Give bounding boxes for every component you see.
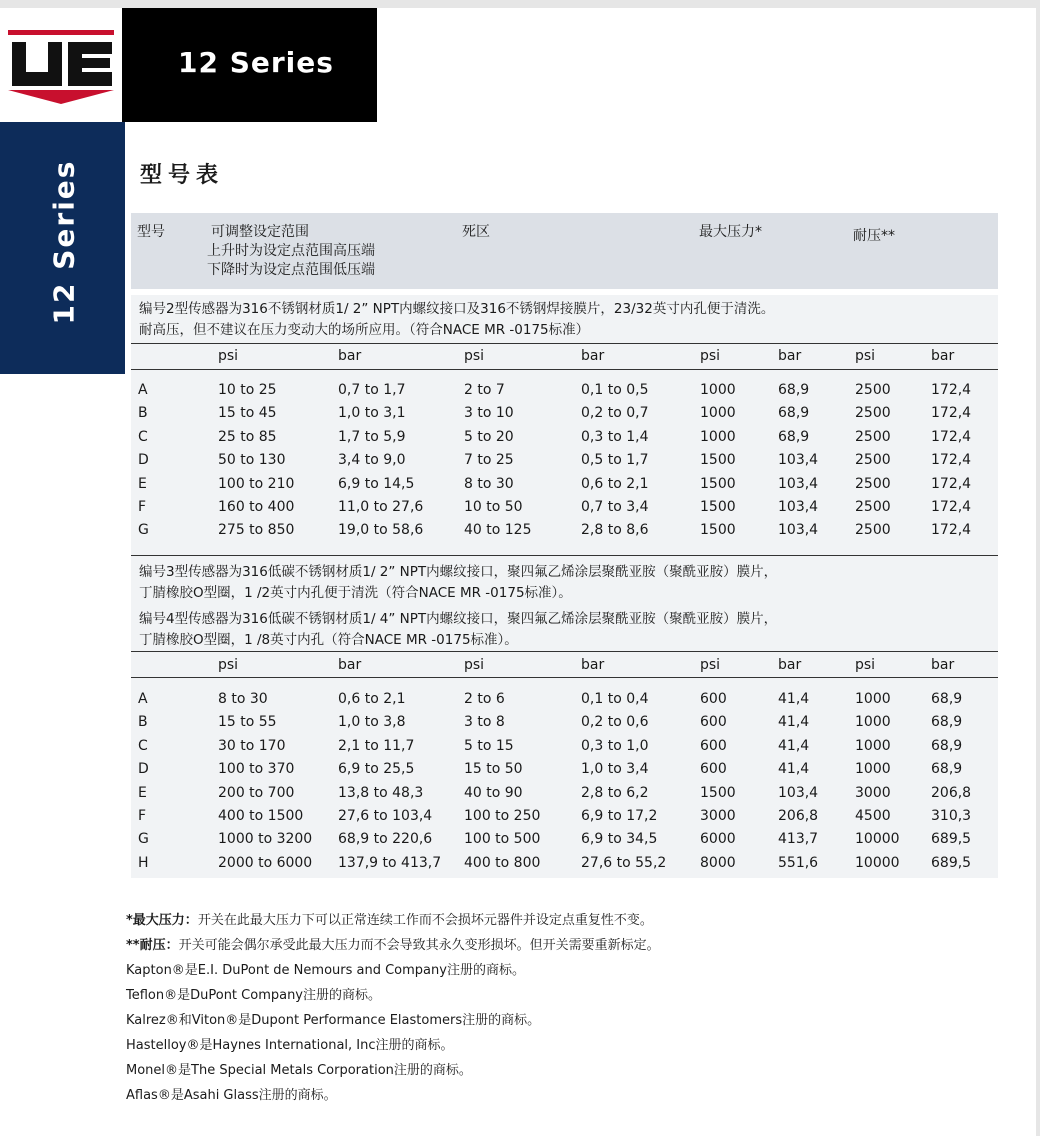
table-cell: 4500 <box>855 808 891 824</box>
table-cell: 172,4 <box>931 452 972 469</box>
table-cell: 3 to 8 <box>464 714 505 731</box>
series-title: 12 Series <box>178 46 334 79</box>
table-cell: 100 to 250 <box>464 808 541 824</box>
table-cell: 2500 <box>855 452 891 469</box>
table-cell: 40 to 125 <box>464 522 532 539</box>
table-cell: 13,8 to 48,3 <box>338 784 424 801</box>
group2-desc-line: 编号3型传感器为316低碳不锈钢材质1/ 2” NPT内螺纹接口，聚四氟乙烯涂层聚酰亚胺（聚酰亚胺）膜片， <box>139 564 778 580</box>
model-code: A <box>138 691 148 707</box>
model-code: F <box>138 499 147 515</box>
table-cell: 2500 <box>855 405 891 422</box>
divider <box>131 677 998 678</box>
table-cell: 2,8 to 8,6 <box>581 522 649 539</box>
model-code: C <box>138 737 148 754</box>
table-cell: 5 to 15 <box>464 737 514 754</box>
sidebar-tab <box>0 122 125 374</box>
table-cell: 8000 <box>700 854 736 871</box>
table-group-type3-4 <box>131 556 998 878</box>
table-cell: 7 to 25 <box>464 452 514 469</box>
table-cell: 2000 to 6000 <box>218 854 313 871</box>
table-cell: 1,0 to 3,4 <box>581 761 649 778</box>
table-cell: 27,6 to 103,4 <box>338 808 433 824</box>
table-cell: 6,9 to 14,5 <box>338 475 415 492</box>
table-cell: 1000 <box>855 691 891 707</box>
table-cell: 6,9 to 17,2 <box>581 808 658 824</box>
model-code: A <box>138 382 148 398</box>
table-cell: 68,9 <box>931 761 963 778</box>
table-cell: 100 to 210 <box>218 475 295 492</box>
header-deadband: 死区 <box>462 224 490 240</box>
table-cell: 206,8 <box>778 808 819 824</box>
table-cell: 68,9 <box>778 382 810 398</box>
table-cell: 1000 <box>855 714 891 731</box>
table-cell: 41,4 <box>778 691 810 707</box>
table-cell: 275 to 850 <box>218 522 295 539</box>
table-cell: 600 <box>700 714 727 731</box>
header-model: 型号 <box>137 224 165 240</box>
table-cell: 2 to 7 <box>464 382 505 398</box>
table-cell: 1000 <box>855 761 891 778</box>
footnote-max-text: 开关在此最大压力下可以正常连续工作而不会损坏元器件并设定点重复性不变。 <box>197 913 653 928</box>
trademark-note: Teflon®是DuPont Company注册的商标。 <box>126 988 382 1003</box>
table-cell: 6,9 to 34,5 <box>581 831 658 848</box>
table-cell: 40 to 90 <box>464 784 523 801</box>
unit-label: bar <box>778 348 802 364</box>
trademark-note: Kalrez®和Viton®是Dupont Performance Elastomers注册的商标。 <box>126 1013 541 1028</box>
table-cell: 30 to 170 <box>218 737 286 754</box>
table-cell: 3,4 to 9,0 <box>338 452 406 469</box>
table-cell: 10 to 50 <box>464 499 523 515</box>
group2-desc-line: 编号4型传感器为316低碳不锈钢材质1/ 4” NPT内螺纹接口，聚四氟乙烯涂层聚酰亚胺（聚酰亚胺）膜片， <box>139 611 778 627</box>
model-code: H <box>138 854 149 871</box>
table-cell: 10 to 25 <box>218 382 277 398</box>
table-cell: 0,7 to 3,4 <box>581 499 649 515</box>
table-cell: 11,0 to 27,6 <box>338 499 424 515</box>
table-cell: 0,3 to 1,4 <box>581 428 649 445</box>
footnote-max-label: *最大压力： <box>126 913 198 928</box>
table-cell: 1000 to 3200 <box>218 831 313 848</box>
table-cell: 3000 <box>700 808 736 824</box>
table-cell: 551,6 <box>778 854 819 871</box>
table-cell: 1500 <box>700 452 736 469</box>
table-cell: 25 to 85 <box>218 428 277 445</box>
table-cell: 1500 <box>700 475 736 492</box>
model-code: G <box>138 831 149 848</box>
table-cell: 137,9 to 413,7 <box>338 854 442 871</box>
table-cell: 160 to 400 <box>218 499 295 515</box>
table-cell: 2500 <box>855 382 891 398</box>
table-cell: 1500 <box>700 499 736 515</box>
table-cell: 19,0 to 58,6 <box>338 522 424 539</box>
table-cell: 8 to 30 <box>218 691 268 707</box>
table-cell: 0,7 to 1,7 <box>338 382 406 398</box>
table-cell: 172,4 <box>931 428 972 445</box>
model-code: D <box>138 452 149 469</box>
table-cell: 200 to 700 <box>218 784 295 801</box>
table-cell: 8 to 30 <box>464 475 514 492</box>
table-cell: 2500 <box>855 475 891 492</box>
unit-label: psi <box>218 657 239 673</box>
unit-label: bar <box>931 348 955 364</box>
table-cell: 689,5 <box>931 854 972 871</box>
table-cell: 172,4 <box>931 499 972 515</box>
model-code: D <box>138 761 149 778</box>
table-cell: 103,4 <box>778 452 819 469</box>
table-cell: 50 to 130 <box>218 452 286 469</box>
model-code: F <box>138 808 147 824</box>
model-code: E <box>138 784 147 801</box>
ue-logo-icon <box>6 28 116 106</box>
table-cell: 1,0 to 3,8 <box>338 714 406 731</box>
table-cell: 103,4 <box>778 475 819 492</box>
table-cell: 206,8 <box>931 784 972 801</box>
table-cell: 2,8 to 6,2 <box>581 784 649 801</box>
datasheet-page <box>0 8 1036 1136</box>
divider <box>131 343 998 344</box>
table-cell: 41,4 <box>778 737 810 754</box>
model-code: B <box>138 714 148 731</box>
table-cell: 172,4 <box>931 405 972 422</box>
table-cell: 68,9 <box>778 428 810 445</box>
unit-label: psi <box>700 348 721 364</box>
table-cell: 400 to 1500 <box>218 808 304 824</box>
table-cell: 68,9 <box>931 737 963 754</box>
table-cell: 310,3 <box>931 808 972 824</box>
table-cell: 68,9 <box>931 714 963 731</box>
unit-label: bar <box>581 348 605 364</box>
table-cell: 103,4 <box>778 522 819 539</box>
divider <box>131 369 998 370</box>
table-cell: 1500 <box>700 522 736 539</box>
table-cell: 15 to 55 <box>218 714 277 731</box>
header-proof-pressure: 耐压** <box>853 228 895 244</box>
table-cell: 6000 <box>700 831 736 848</box>
table-cell: 3 to 10 <box>464 405 514 422</box>
table-cell: 689,5 <box>931 831 972 848</box>
table-cell: 0,6 to 2,1 <box>338 691 406 707</box>
table-cell: 0,2 to 0,6 <box>581 714 649 731</box>
footnote-proof-label: **耐压： <box>126 938 179 953</box>
table-cell: 68,9 <box>931 691 963 707</box>
table-cell: 103,4 <box>778 499 819 515</box>
trademark-note: Aflas®是Asahi Glass注册的商标。 <box>126 1088 337 1103</box>
table-cell: 0,5 to 1,7 <box>581 452 649 469</box>
table-cell: 3000 <box>855 784 891 801</box>
table-cell: 1500 <box>700 784 736 801</box>
table-cell: 600 <box>700 691 727 707</box>
table-cell: 41,4 <box>778 714 810 731</box>
unit-label: psi <box>464 657 485 673</box>
table-cell: 0,6 to 2,1 <box>581 475 649 492</box>
divider <box>131 555 998 556</box>
table-cell: 1000 <box>700 428 736 445</box>
table-cell: 15 to 50 <box>464 761 523 778</box>
table-cell: 1,0 to 3,1 <box>338 405 406 422</box>
group2-desc-line: 丁腈橡胶O型圈，1 /2英寸内孔便于清洗（符合NACE MR -0175标准）。 <box>139 585 572 601</box>
group1-desc-line: 耐高压，但不建议在压力变动大的场所应用。（符合NACE MR -0175标准） <box>139 322 590 338</box>
footnote-max-pressure <box>126 908 660 933</box>
table-cell: 100 to 370 <box>218 761 295 778</box>
table-cell: 1000 <box>700 382 736 398</box>
header-falling-note: 下降时为设定点范围低压端 <box>207 262 375 278</box>
model-code: B <box>138 405 148 422</box>
table-cell: 172,4 <box>931 522 972 539</box>
trademark-note: Hastelloy®是Haynes International, Inc注册的商标。 <box>126 1038 454 1053</box>
table-cell: 600 <box>700 761 727 778</box>
table-cell: 41,4 <box>778 761 810 778</box>
table-cell: 10000 <box>855 831 900 848</box>
trademark-note: Monel®是The Special Metals Corporation注册的商标。 <box>126 1063 472 1078</box>
footnotes <box>126 908 660 1108</box>
table-cell: 2 to 6 <box>464 691 505 707</box>
group1-desc-line: 编号2型传感器为316不锈钢材质1/ 2” NPT内螺纹接口及316不锈钢焊接膜片，23/32英寸内孔便于清洗。 <box>139 301 775 317</box>
unit-label: psi <box>855 348 876 364</box>
unit-label: bar <box>338 657 362 673</box>
table-cell: 400 to 800 <box>464 854 541 871</box>
table-cell: 6,9 to 25,5 <box>338 761 415 778</box>
table-header <box>131 213 998 289</box>
table-cell: 413,7 <box>778 831 819 848</box>
table-cell: 600 <box>700 737 727 754</box>
table-cell: 5 to 20 <box>464 428 514 445</box>
unit-label: bar <box>338 348 362 364</box>
table-cell: 1000 <box>700 405 736 422</box>
table-group-type2 <box>131 295 998 555</box>
table-cell: 68,9 <box>778 405 810 422</box>
footnote-proof-text: 开关可能会偶尔承受此最大压力而不会导致其永久变形损坏。但开关需要重新标定。 <box>178 938 660 953</box>
model-code: G <box>138 522 149 539</box>
unit-label: psi <box>218 348 239 364</box>
table-cell: 172,4 <box>931 475 972 492</box>
unit-label: psi <box>464 348 485 364</box>
footnote-proof-pressure <box>126 933 660 958</box>
header-rising-note: 上升时为设定点范围高压端 <box>207 243 375 259</box>
divider <box>131 651 998 652</box>
table-cell: 2500 <box>855 499 891 515</box>
unit-label: bar <box>778 657 802 673</box>
unit-label: bar <box>931 657 955 673</box>
table-cell: 2,1 to 11,7 <box>338 737 415 754</box>
table-cell: 2500 <box>855 522 891 539</box>
table-cell: 2500 <box>855 428 891 445</box>
trademark-note: Kapton®是E.I. DuPont de Nemours and Company注册的商标。 <box>126 963 525 978</box>
table-cell: 0,3 to 1,0 <box>581 737 649 754</box>
table-cell: 172,4 <box>931 382 972 398</box>
model-code: C <box>138 428 148 445</box>
header-max-pressure: 最大压力* <box>699 224 762 240</box>
group2-desc-line: 丁腈橡胶O型圈，1 /8英寸内孔（符合NACE MR -0175标准）。 <box>139 632 518 648</box>
table-cell: 68,9 to 220,6 <box>338 831 433 848</box>
table-cell: 15 to 45 <box>218 405 277 422</box>
table-cell: 103,4 <box>778 784 819 801</box>
section-title: 型号表 <box>140 163 225 188</box>
header-adjustable-range: 可调整设定范围 <box>211 224 309 240</box>
unit-label: psi <box>700 657 721 673</box>
table-cell: 0,2 to 0,7 <box>581 405 649 422</box>
table-cell: 10000 <box>855 854 900 871</box>
sidebar-tab-label: 12 Series <box>47 159 81 325</box>
table-cell: 1000 <box>855 737 891 754</box>
unit-label: psi <box>855 657 876 673</box>
table-cell: 1,7 to 5,9 <box>338 428 406 445</box>
table-cell: 100 to 500 <box>464 831 541 848</box>
ue-logo <box>0 8 122 122</box>
model-code: E <box>138 475 147 492</box>
table-cell: 27,6 to 55,2 <box>581 854 667 871</box>
table-cell: 0,1 to 0,5 <box>581 382 649 398</box>
unit-label: bar <box>581 657 605 673</box>
table-cell: 0,1 to 0,4 <box>581 691 649 707</box>
